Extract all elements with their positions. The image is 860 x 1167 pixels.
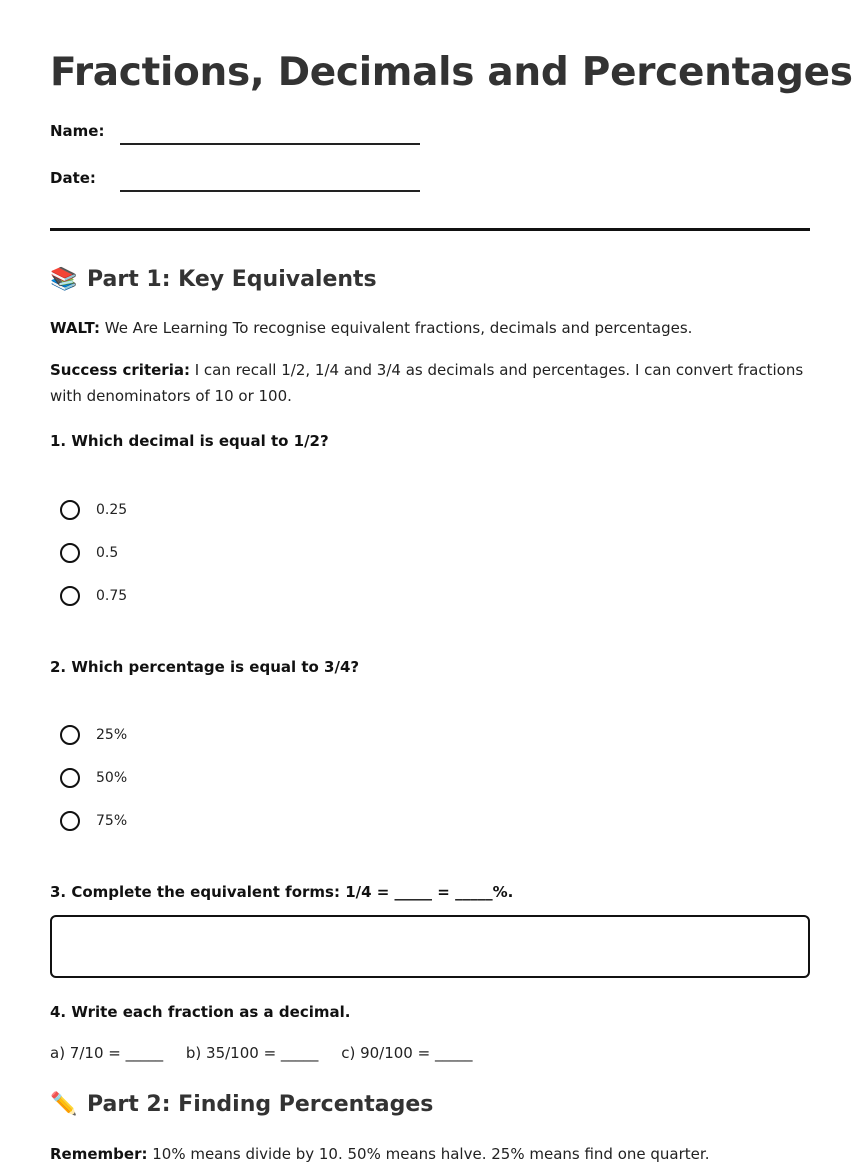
part2-heading-text: Part 2: Finding Percentages — [87, 1092, 434, 1117]
radio-button[interactable] — [60, 725, 80, 745]
option-label: 0.75 — [96, 588, 128, 604]
walt-label: WALT: — [50, 319, 100, 337]
q4-items — [50, 1044, 490, 1062]
question-4: 4. Write each fraction as a decimal. — [50, 1003, 351, 1021]
option-label: 75% — [96, 813, 128, 829]
name-label: Name: — [50, 122, 105, 140]
q4-item-b: b) 35/100 = _____ — [185, 1044, 319, 1062]
question-1: 1. Which decimal is equal to 1/2? — [50, 432, 329, 450]
q2-option-2[interactable] — [60, 766, 127, 790]
success-criteria-label: Success criteria: — [50, 361, 190, 379]
option-label: 50% — [96, 770, 128, 786]
q1-option-3[interactable] — [60, 584, 127, 608]
radio-button[interactable] — [60, 586, 80, 606]
worksheet-title: Fractions, Decimals and Percentages — [50, 50, 853, 95]
option-label: 0.5 — [96, 545, 119, 561]
date-label: Date: — [50, 169, 96, 187]
success-criteria-paragraph — [50, 357, 810, 409]
part1-heading — [50, 267, 377, 292]
books-icon: 📚 — [50, 267, 78, 292]
walt-paragraph — [50, 315, 810, 341]
remember-label: Remember: — [50, 1145, 148, 1163]
remember-text: 10% means divide by 10. 50% means halve. 25% means find one quarter. — [147, 1145, 710, 1163]
option-label: 0.25 — [96, 502, 128, 518]
q4-item-a: a) 7/10 = _____ — [50, 1044, 164, 1062]
question-3: 3. Complete the equivalent forms: 1/4 = _____ = _____%. — [50, 883, 514, 901]
q2-option-3[interactable] — [60, 809, 127, 833]
header-divider — [50, 228, 810, 231]
success-criteria-text: I can recall 1/2, 1/4 and 3/4 as decimals and percentages. I can convert fractions with denominators of 10 or 100. — [50, 361, 804, 405]
radio-button[interactable] — [60, 768, 80, 788]
radio-button[interactable] — [60, 811, 80, 831]
radio-button[interactable] — [60, 500, 80, 520]
q4-item-c: c) 90/100 = _____ — [341, 1044, 473, 1062]
q1-option-2[interactable] — [60, 541, 118, 565]
pencil-icon: ✏️ — [50, 1092, 78, 1117]
q1-option-1[interactable] — [60, 498, 127, 522]
q3-answer-box[interactable] — [50, 915, 810, 978]
radio-button[interactable] — [60, 543, 80, 563]
name-field[interactable] — [120, 143, 420, 145]
question-2: 2. Which percentage is equal to 3/4? — [50, 658, 360, 676]
part2-heading — [50, 1092, 433, 1117]
option-label: 25% — [96, 727, 128, 743]
part1-heading-text: Part 1: Key Equivalents — [87, 267, 377, 292]
walt-text: We Are Learning To recognise equivalent fractions, decimals and percentages. — [99, 319, 693, 337]
q2-option-1[interactable] — [60, 723, 127, 747]
date-field[interactable] — [120, 190, 420, 192]
remember-paragraph — [50, 1141, 810, 1167]
